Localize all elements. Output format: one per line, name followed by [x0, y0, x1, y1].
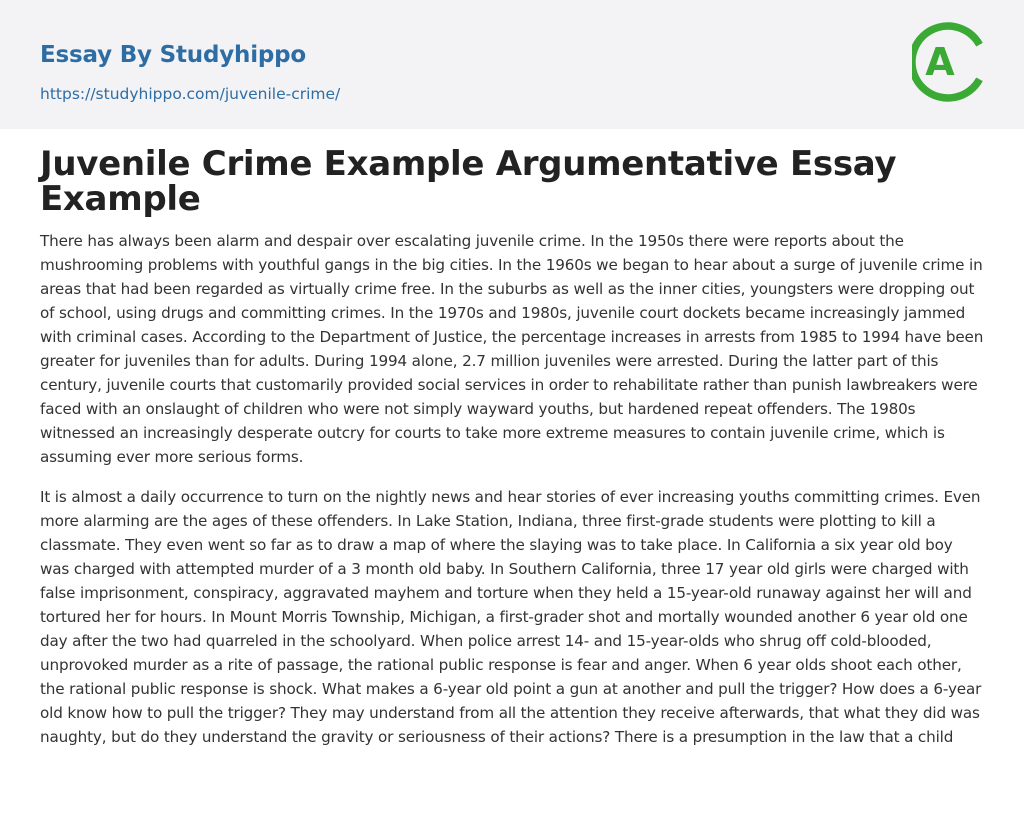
essay-url-link[interactable]: https://studyhippo.com/juvenile-crime/	[40, 85, 341, 103]
essay-paragraph-1: There has always been alarm and despair over escalating juvenile crime. In the 1950s there were reports about the mushrooming problems with youthful gangs in the big cities. In the 1960s we began to hear about a surge of juvenile crime in areas that had been regarded as virtually crime free. In the suburbs as well as the inner cities, youngsters were dropping out of school, using drugs and committing crimes. In the 1970s and 1980s, juvenile court dockets became increasingly jammed with criminal cases. According to the Department of Justice, the percentage increases in arrests from 1985 to 1994 have been greater for juveniles than for adults. During 1994 alone, 2.7 million juveniles were arrested. During the latter part of this century, juvenile courts that customarily provided social services in order to rehabilitate rather than punish lawbreakers were faced with an onslaught of children who were not simply wayward youths, but hardened repeat offenders. The 1980s witnessed an increasingly desperate outcry for courts to take more extreme measures to contain juvenile crime, which is assuming ever more serious forms.	[40, 232, 984, 466]
site-header	[0, 0, 1024, 129]
site-brand[interactable]: Essay By Studyhippo	[40, 42, 307, 68]
studyhippo-logo-icon[interactable]	[912, 19, 986, 105]
logo-letter: A	[925, 40, 955, 84]
essay-paragraph-2: It is almost a daily occurrence to turn on the nightly news and hear stories of ever increasing youths committing crimes. Even more alarming are the ages of these offenders. In Lake Station, Indiana, three first-grade students were plotting to kill a classmate. They even went so far as to draw a map of where the slaying was to take place. In California a six year old boy was charged with attempted murder of a 3 month old baby. In Southern California, three 17 year old girls were charged with false imprisonment, conspiracy, aggravated mayhem and torture when they held a 15-year-old runaway against her will and tortured her for hours. In Mount Morris Township, Michigan, a first-grader shot and mortally wounded another 6 year old one day after the two had quarreled in the schoolyard. When police arrest 14- and 15-year-olds who shrug off cold-blooded, unprovoked murder as a rite of passage, the rational public response is fear and anger. When 6 year olds shoot each other, the rational public response is shock. What makes a 6-year old point a gun at another and pull the trigger? How does a 6-year old know how to pull the trigger? They may understand from all the attention they receive afterwards, that what they did was naughty, but do they understand the gravity or seriousness of their actions? There is a presumption in the law that a child	[40, 488, 982, 746]
essay-title: Juvenile Crime Example Argumentative Essay Example	[40, 144, 897, 219]
essay-content	[0, 144, 1024, 749]
